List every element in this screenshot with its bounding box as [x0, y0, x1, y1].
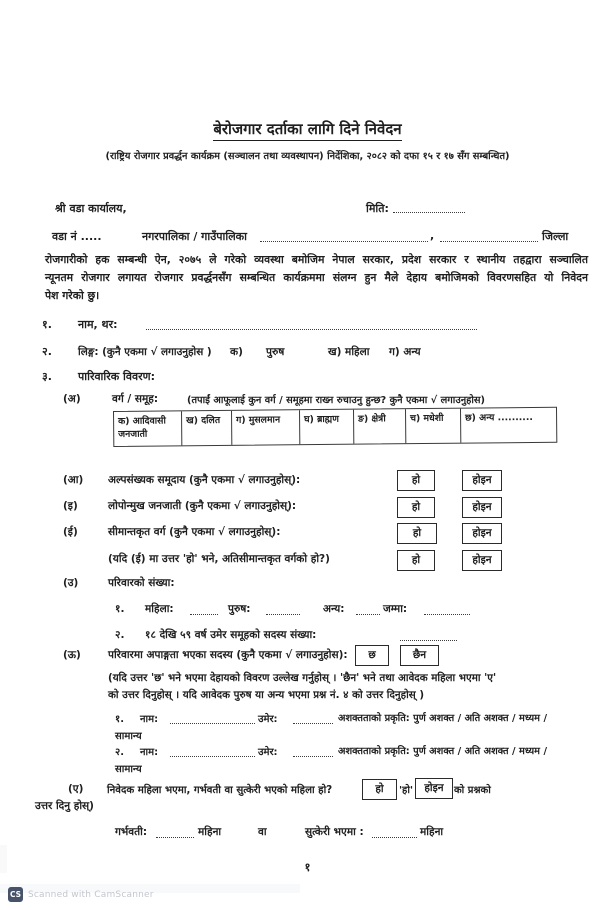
family-details-label: पारिवारिक विवरण:	[78, 370, 155, 383]
gender-option-male: पुरुष	[266, 346, 285, 358]
disability-nature-label: अशक्तताको प्रकृति: पुर्ण अशक्त / अति अशक्त / मध्यम /	[338, 746, 548, 757]
category-cell-other: छ) अन्य ..........	[460, 408, 556, 443]
family-count-row-2	[0, 628, 615, 646]
caste-group-label: वर्ग / समूह:	[112, 393, 159, 405]
member-name-line	[170, 744, 255, 757]
camscanner-watermark	[8, 887, 154, 902]
page-title-text: बेरोजगार दर्ताका लागि दिने निवेदन	[213, 120, 401, 141]
disability-note-line-1: (यदि उत्तर 'छ' भने भएमा देहायको विवरण उल्लेख गर्नुहोस् । 'छैन' भने तथा आवेदक महिला भएमा 'ए'	[108, 672, 497, 684]
row-2-number: २.	[115, 629, 125, 641]
delivery-months-line	[372, 825, 417, 838]
yes-box: हो	[397, 470, 435, 491]
marginalized-row	[0, 522, 615, 546]
date-dotted-line	[393, 201, 465, 213]
gender-option-a-marker: क)	[230, 346, 243, 358]
category-cell-adivasi: क) आदिवासी जनजाती	[118, 415, 166, 440]
name-dotted-line	[146, 317, 477, 330]
female-count-label: महिला:	[145, 603, 174, 615]
ward-number-label: वडा नं .....	[52, 230, 102, 243]
disability-nature-wrap: सामान्य	[115, 731, 142, 742]
item-1-number: १.	[42, 318, 52, 331]
pregnancy-question-continuation: उत्तर दिनु होस्)	[35, 800, 94, 812]
other-count-label: अन्य:	[323, 603, 345, 615]
pregnancy-detail-row	[0, 825, 615, 843]
member-age-line	[293, 711, 333, 724]
pregnant-months-line	[156, 825, 194, 838]
endangered-row	[0, 496, 615, 520]
pregnant-months-label: महिना	[198, 826, 222, 838]
extreme-marginalized-label: (यदि (ई) मा उत्तर 'हो' भने, अतिसीमान्तकृत वर्गको हो?)	[108, 553, 330, 565]
male-count-line	[266, 602, 300, 615]
municipality-dotted-line	[260, 229, 428, 242]
yes-box: छ	[355, 645, 389, 666]
section-uu-marker: (ऊ)	[63, 649, 81, 661]
or-label: वा	[258, 826, 267, 838]
category-cell-chhetri: ङ) क्षेत्री	[353, 409, 405, 443]
pregnancy-question: निवेदक महिला भएमा, गर्भवती वा सुत्केरी भएको महिला हो?	[107, 785, 333, 796]
section-a-marker: (अ)	[63, 393, 81, 405]
working-age-label: १८ देखि ५९ वर्ष उमेर समूहको सदस्य संख्या:	[145, 629, 317, 641]
total-count-label: जम्मा:	[383, 603, 408, 615]
yes-box: हो	[397, 497, 435, 518]
caste-group-hint: (तपाईं आफूलाई कुन वर्ग / समूहमा राख्न रुचाउनु हुन्छ? कुनै एकमा √ लगाउनुहोस)	[187, 395, 485, 406]
endangered-row-label: लोपोन्मुख जनजाती (कुनै एकमा √ लगाउनुहोस्):	[108, 500, 297, 512]
member-name-label: नाम:	[140, 714, 159, 725]
caste-category-table	[113, 407, 557, 447]
no-box: होइन	[462, 550, 502, 571]
yes-box: हो	[397, 523, 437, 544]
yes-box: हो	[397, 550, 435, 571]
other-count-line	[356, 602, 380, 615]
disability-nature-wrap: सामान्य	[115, 764, 142, 775]
member-age-line	[293, 744, 333, 757]
delivery-months-label: महिना	[420, 826, 444, 838]
member-age-label: उमेर:	[258, 714, 278, 725]
category-cell-madhesi: च) मधेशी	[405, 409, 460, 444]
name-surname-label: नाम, थर:	[78, 318, 118, 331]
family-count-row-1	[0, 602, 615, 620]
minority-row-label: अल्पसंख्यक समूदाय (कुनै एकमा √ लगाउनुहोस्):	[108, 474, 301, 486]
pregnant-label: गर्भवती:	[115, 826, 148, 838]
gender-option-female: ख) महिला	[328, 346, 370, 358]
disability-nature-label: अशक्तताको प्रकृति: पुर्ण अशक्त / अति अशक्त / मध्यम /	[338, 713, 548, 724]
intro-line-3: पेश गरेको छु।	[45, 289, 100, 302]
form-subtitle: (राष्ट्रिय रोजगार प्रवर्द्धन कार्यक्रम (सञ्चालन तथा व्यवस्थापन) निर्देशिका, २०८२ को दफा १५ र १७ सँग सम्बन्धित)	[105, 151, 510, 162]
member-name-line	[170, 711, 255, 724]
camscanner-icon: CS	[8, 887, 23, 902]
yes-box: हो	[362, 779, 397, 800]
working-age-line	[400, 628, 457, 641]
no-box: होइन	[462, 497, 502, 518]
delivery-label: सुत्केरी भएमा :	[305, 826, 364, 838]
marginalized-row-label: सीमान्तकृत वर्ग (कुनै एकमा √ लगाउनुहोस्):	[108, 526, 281, 538]
item-3-number: ३.	[42, 370, 52, 383]
row-1-number: १.	[115, 603, 125, 615]
male-count-label: पुरुष:	[228, 603, 251, 615]
endangered-row-marker: (इ)	[63, 500, 78, 512]
member-name-label: नाम:	[140, 747, 159, 758]
category-cell-musalman: ग) मुसलमान	[231, 410, 299, 445]
family-count-label: परिवारको संख्या:	[108, 577, 175, 589]
extreme-marginalized-row	[0, 548, 615, 572]
no-box: होइन	[415, 778, 453, 799]
female-count-line	[190, 602, 218, 615]
pregnancy-tail-text: को प्रश्नको	[454, 785, 491, 796]
disability-note-line-2: को उत्तर दिनुहोस् । यदि आवेदक पुरुष या अन्य भएमा प्रश्न नं. ४ को उत्तर दिनुहोस् )	[108, 689, 425, 701]
disabled-member-row-1	[0, 711, 615, 745]
disability-row	[0, 645, 615, 669]
no-box: छैन	[400, 645, 439, 666]
section-e-marker: (ए)	[68, 783, 84, 795]
page-title	[0, 119, 615, 139]
intro-line-1: रोजगारीको हक सम्बन्धी ऐन, २०७५ ले गरेको व्यवस्था बमोजिम नेपाल सरकार, प्रदेश सरकार र स्थानीय तहद्वारा सञ्चालित	[45, 253, 588, 266]
intro-line-2: न्यूनतम रोजगार लगायत रोजगार प्रवर्द्धनसँग सम्बन्धित कार्यक्रममा संलग्न हुन मैले देहाय बमोजिमको विवरणसहित यो निवेदन	[45, 271, 588, 284]
pregnancy-mid-text: 'हो'	[399, 785, 414, 796]
page-number: १	[304, 860, 311, 874]
gender-label: लिङ्ग: (कुनै एकमा √ लगाउनुहोस )	[78, 346, 212, 358]
disabled-member-row-2	[0, 744, 615, 778]
minority-row	[0, 470, 615, 494]
no-box: होइन	[462, 470, 502, 491]
category-cell-brahman: घ) ब्राह्मण	[299, 410, 353, 445]
item-2-number: २.	[42, 345, 52, 358]
gender-option-other: ग) अन्य	[389, 346, 421, 358]
marginalized-row-marker: (ई)	[63, 526, 78, 538]
no-box: होइन	[462, 523, 502, 544]
municipality-label: नगरपालिका / गाउँपालिका	[142, 230, 247, 243]
district-dotted-line	[440, 229, 538, 242]
category-cell-dalit: ख) दलित	[181, 411, 231, 445]
date-line	[366, 201, 465, 216]
disability-label: परिवारमा अपाङ्गता भएका सदस्य (कुनै एकमा √ लगाउनुहोस):	[108, 649, 348, 661]
total-count-line	[424, 602, 470, 615]
addressee-line: श्री वडा कार्यालय,	[55, 202, 127, 215]
district-label: जिल्ला	[542, 230, 569, 243]
member-1-number: १.	[115, 714, 124, 725]
minority-row-marker: (आ)	[63, 474, 84, 486]
camscanner-text: Scanned with CamScanner	[28, 889, 154, 900]
member-2-number: २.	[115, 747, 124, 758]
date-label: मिति:	[366, 202, 389, 215]
section-u-marker: (उ)	[63, 577, 79, 589]
ward-line-comma: ,	[430, 229, 435, 242]
member-age-label: उमेर:	[258, 747, 278, 758]
